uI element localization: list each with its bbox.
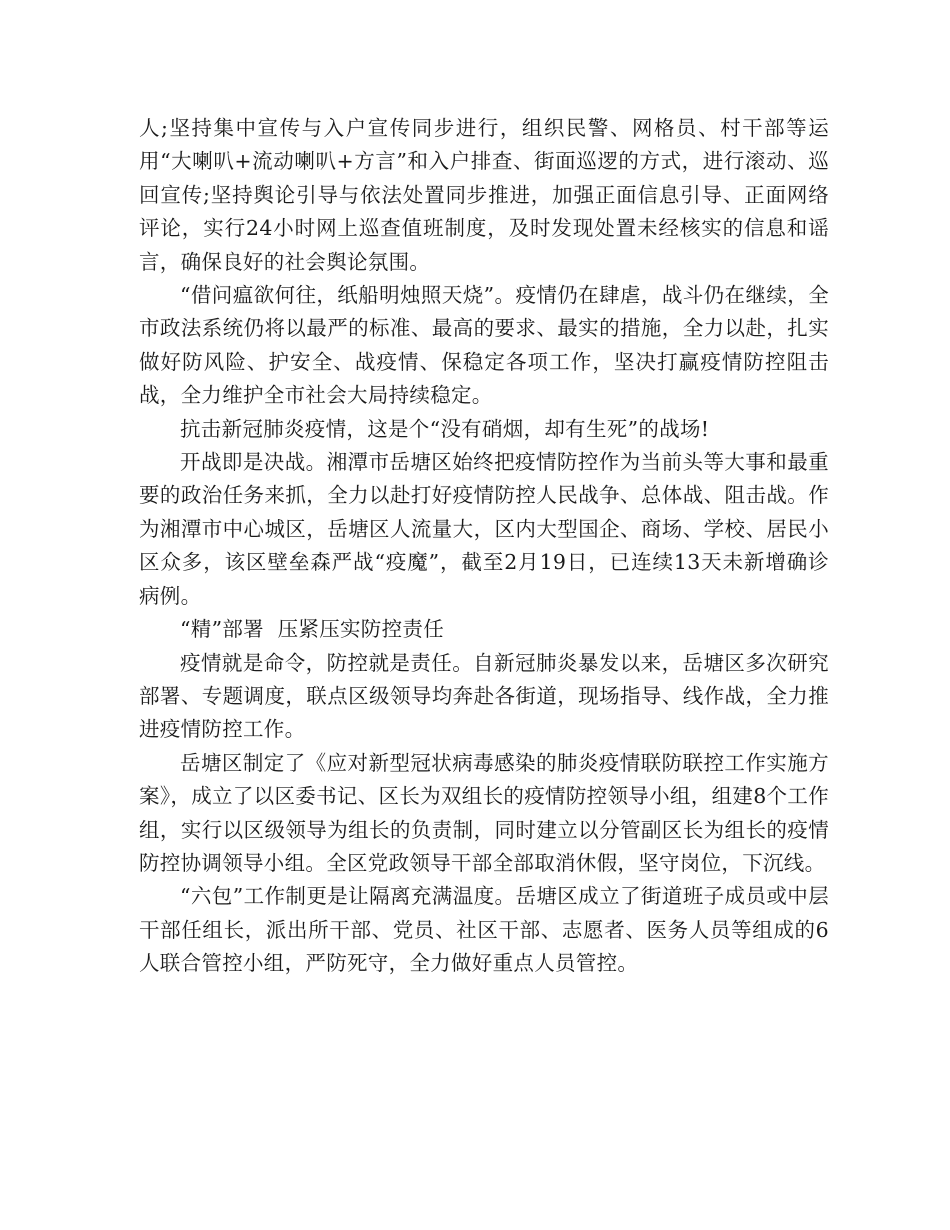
document-body [139, 112, 829, 981]
paragraph-continuation: 人;坚持集中宣传与入户宣传同步进行，组织民警、网格员、村干部等运用“大喇叭+流动喇叭+方言”和入户排查、街面巡逻的方式，进行滚动、巡回宣传;坚持舆论引导与依法处置同步推进，加强正面信息引导、正面网络评论，实行24小时网上巡查值班制度，及时发现处置未经核实的信息和谣言，确保良好的社会舆论氛围。 [139, 116, 829, 274]
section-heading-deployment: “精”部署 压紧压实防控责任 [180, 617, 444, 642]
paragraph-battlefield: 抗击新冠肺炎疫情，这是个“没有硝烟，却有生死”的战场! [180, 416, 710, 441]
paragraph-decisive-battle: 开战即是决战。湘潭市岳塘区始终把疫情防控作为当前头等大事和最重要的政治任务来抓，全力以赴打好疫情防控人民战争、总体战、阻击战。作为湘潭市中心城区，岳塘区人流量大，区内大型国企、商场、学校、居民小区众多，该区壁垒森严战“疫魔”，截至2月19日，已连续13天未新增确诊病例。 [139, 450, 829, 608]
paragraph-plan: 岳塘区制定了《应对新型冠状病毒感染的肺炎疫情联防联控工作实施方案》，成立了以区委书记、区长为双组长的疫情防控领导小组，组建8个工作组，实行以区级领导为组长的负责制，同时建立以分管副区长为组长的疫情防控协调领导小组。全区党政领导干部全部取消休假，坚守岗位，下沉线。 [139, 750, 829, 875]
paragraph-poem-quote: “借问瘟欲何往，纸船明烛照天烧”。疫情仍在肆虐，战斗仍在继续，全市政法系统仍将以最严的标准、最高的要求、最实的措施，全力以赴，扎实做好防风险、护安全、战疫情、保稳定各项工作，坚决打赢疫情防控阻击战，全力维护全市社会大局持续稳定。 [139, 283, 829, 408]
paragraph-six-package: “六包”工作制更是让隔离充满温度。岳塘区成立了街道班子成员或中层干部任组长，派出所干部、党员、社区干部、志愿者、医务人员等组成的6人联合管控小组，严防死守，全力做好重点人员管控。 [139, 884, 829, 976]
paragraph-command: 疫情就是命令，防控就是责任。自新冠肺炎暴发以来，岳塘区多次研究部署、专题调度，联点区级领导均奔赴各街道，现场指导、线作战，全力推进疫情防控工作。 [139, 650, 829, 742]
